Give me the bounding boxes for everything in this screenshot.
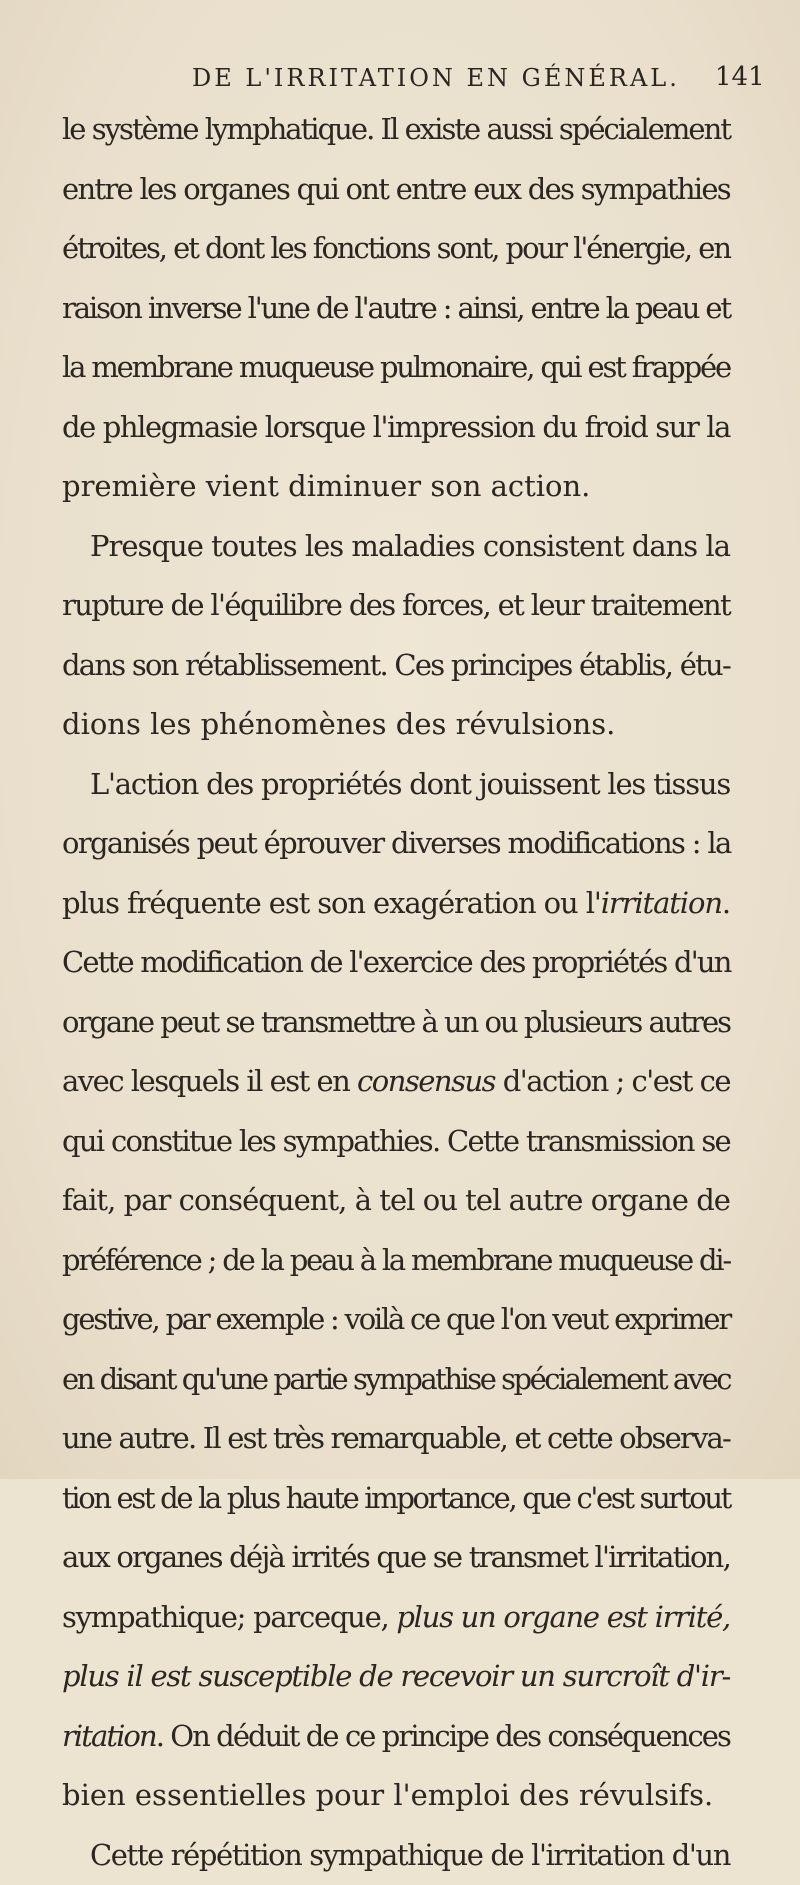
text-line: Presque toutes les maladies consistent dans la bbox=[62, 517, 730, 577]
text-line: aux organes déjà irrités que se transmet l'irritation, bbox=[62, 1528, 730, 1588]
text-line: dans son rétablissement. Ces principes établis, étu- bbox=[62, 636, 730, 696]
page-number: 141 bbox=[715, 62, 765, 92]
text-line: fait, par conséquent, à tel ou tel autre organe de bbox=[62, 1171, 730, 1231]
text-line: étroites, et dont les fonctions sont, pour l'énergie, en bbox=[62, 219, 730, 279]
text-line: une autre. Il est très remarquable, et cette observa- bbox=[62, 1409, 730, 1469]
text-run: avec lesquels il est en bbox=[62, 1064, 357, 1098]
text-run: d'action ; c'est ce bbox=[495, 1064, 730, 1098]
text-line: Cette modification de l'exercice des propriétés d'un bbox=[62, 933, 730, 993]
text-line bbox=[62, 1647, 730, 1707]
text-line: entre les organes qui ont entre eux des sympathies bbox=[62, 160, 730, 220]
text-run: sympathique; parceque, bbox=[62, 1600, 396, 1634]
paragraph-1 bbox=[62, 100, 730, 517]
paragraph-2 bbox=[62, 517, 730, 755]
text-line: bien essentielles pour l'emploi des révulsifs. bbox=[62, 1766, 730, 1826]
italic-phrase: plus un organe est irrité, bbox=[396, 1600, 730, 1634]
text-run: plus fréquente est son exagération ou l' bbox=[62, 886, 601, 920]
page-header bbox=[0, 60, 800, 100]
text-run: . bbox=[722, 886, 730, 920]
text-line: qui constitue les sympathies. Cette transmission se bbox=[62, 1112, 730, 1172]
text-line: en disant qu'une partie sympathise spécialement avec bbox=[62, 1350, 730, 1410]
text-line: organisés peut éprouver diverses modifications : la bbox=[62, 814, 730, 874]
text-line: L'action des propriétés dont jouissent les tissus bbox=[62, 755, 730, 815]
text-line bbox=[62, 1588, 730, 1648]
text-line: organe peut se transmettre à un ou plusieurs autres bbox=[62, 993, 730, 1053]
text-line: rupture de l'équilibre des forces, et leur traitement bbox=[62, 576, 730, 636]
text-line: tion est de la plus haute importance, que c'est surtout bbox=[62, 1469, 730, 1529]
italic-phrase: ritation bbox=[62, 1719, 156, 1753]
text-line: gestive, par exemple : voilà ce que l'on veut exprimer bbox=[62, 1290, 730, 1350]
text-line bbox=[62, 1707, 730, 1767]
italic-phrase: plus il est susceptible de recevoir un surcroît d'ir- bbox=[62, 1659, 730, 1693]
text-line: de phlegmasie lorsque l'impression du froid sur la bbox=[62, 398, 730, 458]
text-line: la membrane muqueuse pulmonaire, qui est frappée bbox=[62, 338, 730, 398]
text-line: raison inverse l'une de l'autre : ainsi, entre la peau et bbox=[62, 279, 730, 339]
text-line bbox=[62, 1052, 730, 1112]
text-line: le système lymphatique. Il existe aussi spécialement bbox=[62, 100, 730, 160]
text-line: préférence ; de la peau à la membrane muqueuse di- bbox=[62, 1231, 730, 1291]
text-line bbox=[62, 874, 730, 934]
paragraph-3 bbox=[62, 755, 730, 1826]
italic-term-consensus: consensus bbox=[357, 1064, 495, 1098]
paragraph-4 bbox=[62, 1826, 730, 1885]
text-run: . On déduit de ce principe des conséquences bbox=[156, 1719, 730, 1753]
text-line: Cette répétition sympathique de l'irritation d'un bbox=[62, 1826, 730, 1885]
body-text bbox=[62, 100, 730, 1885]
text-line: dions les phénomènes des révulsions. bbox=[62, 695, 730, 755]
text-line: première vient diminuer son action. bbox=[62, 457, 730, 517]
italic-term-irritation: irritation bbox=[601, 886, 722, 920]
running-title: DE L'IRRITATION EN GÉNÉRAL. bbox=[192, 64, 680, 92]
